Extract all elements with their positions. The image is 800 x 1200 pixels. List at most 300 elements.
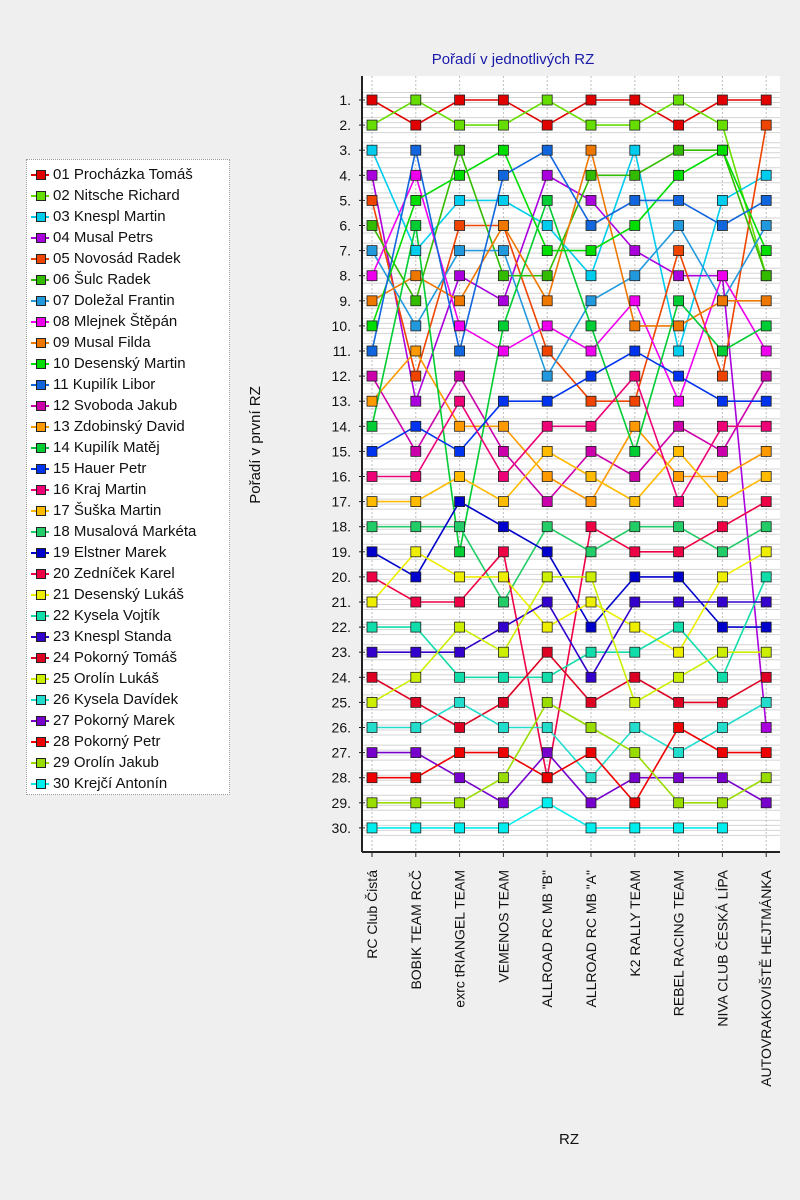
legend-swatch	[31, 294, 49, 308]
data-point	[586, 472, 596, 482]
data-point	[498, 95, 508, 105]
legend-swatch	[31, 672, 49, 686]
data-point	[761, 271, 771, 281]
legend-swatch	[31, 651, 49, 665]
legend-label: 15 Hauer Petr	[53, 460, 147, 477]
data-point	[761, 748, 771, 758]
data-point	[630, 246, 640, 256]
data-point	[630, 647, 640, 657]
data-point	[455, 195, 465, 205]
y-tick-label: 2.	[339, 117, 351, 134]
data-point	[367, 723, 377, 733]
data-point	[498, 622, 508, 632]
legend-swatch	[31, 252, 49, 266]
data-point	[542, 547, 552, 557]
data-point	[586, 497, 596, 507]
data-point	[630, 798, 640, 808]
data-point	[586, 572, 596, 582]
x-tick-label: ALLROAD RC MB "B"	[539, 870, 556, 1008]
x-tick-label: VEMENOS TEAM	[495, 870, 512, 983]
data-point	[717, 798, 727, 808]
data-point	[411, 120, 421, 130]
data-point	[761, 120, 771, 130]
data-point	[717, 296, 727, 306]
data-point	[717, 823, 727, 833]
data-point	[367, 221, 377, 231]
data-point	[411, 522, 421, 532]
data-point	[542, 246, 552, 256]
data-point	[455, 597, 465, 607]
data-point	[498, 221, 508, 231]
data-point	[455, 672, 465, 682]
data-point	[455, 120, 465, 130]
legend-label: 19 Elstner Marek	[53, 544, 167, 561]
data-point	[586, 170, 596, 180]
legend-item	[31, 290, 175, 311]
legend-item	[31, 164, 193, 185]
data-point	[586, 522, 596, 532]
data-point	[674, 773, 684, 783]
x-tick-label: exrc tRIANGEL TEAM	[451, 870, 468, 1008]
legend-swatch	[31, 168, 49, 182]
data-point	[761, 497, 771, 507]
y-tick-label: 23.	[331, 644, 351, 661]
legend-label: 05 Novosád Radek	[53, 250, 181, 267]
data-point	[455, 773, 465, 783]
data-point	[674, 647, 684, 657]
data-point	[717, 522, 727, 532]
legend-item	[31, 584, 184, 605]
legend-label: 12 Svoboda Jakub	[53, 397, 178, 414]
data-point	[411, 672, 421, 682]
legend-swatch	[31, 693, 49, 707]
data-point	[455, 622, 465, 632]
data-point	[630, 371, 640, 381]
data-point	[630, 321, 640, 331]
data-point	[674, 697, 684, 707]
legend-item	[31, 269, 151, 290]
x-tick-label: ALLROAD RC MB "A"	[583, 870, 599, 1008]
data-point	[411, 497, 421, 507]
y-tick-label: 26.	[331, 719, 351, 736]
data-point	[455, 170, 465, 180]
data-point	[586, 547, 596, 557]
y-tick-label: 12.	[331, 368, 351, 385]
y-tick-label: 17.	[331, 493, 351, 510]
data-point	[717, 446, 727, 456]
legend-label: 04 Musal Petrs	[53, 229, 154, 246]
data-point	[455, 396, 465, 406]
data-point	[630, 672, 640, 682]
y-tick-label: 4.	[339, 167, 351, 184]
data-point	[717, 371, 727, 381]
data-point	[542, 622, 552, 632]
legend-swatch	[31, 315, 49, 329]
legend-item	[31, 311, 177, 332]
data-point	[367, 748, 377, 758]
y-tick-label: 6.	[339, 217, 351, 234]
y-tick-labels	[332, 92, 351, 836]
data-point	[455, 246, 465, 256]
data-point	[367, 296, 377, 306]
data-point	[761, 547, 771, 557]
data-point	[411, 195, 421, 205]
data-point	[761, 672, 771, 682]
legend-item	[31, 185, 180, 206]
data-point	[674, 446, 684, 456]
legend-swatch	[31, 336, 49, 350]
data-point	[367, 446, 377, 456]
legend-swatch	[31, 735, 49, 749]
y-tick-label: 9.	[339, 292, 351, 309]
data-point	[630, 170, 640, 180]
data-point	[455, 472, 465, 482]
legend-item	[31, 647, 177, 668]
data-point	[411, 622, 421, 632]
legend-swatch	[31, 378, 49, 392]
legend-swatch	[31, 630, 49, 644]
x-tick-label: K2 RALLY TEAM	[626, 870, 643, 977]
data-point	[630, 572, 640, 582]
legend-item	[31, 500, 161, 521]
data-point	[630, 597, 640, 607]
legend-label: 01 Procházka Tomáš	[53, 166, 193, 183]
data-point	[630, 446, 640, 456]
data-point	[498, 823, 508, 833]
legend-swatch	[31, 756, 49, 770]
data-point	[542, 346, 552, 356]
data-point	[717, 95, 727, 105]
data-point	[586, 296, 596, 306]
data-point	[498, 647, 508, 657]
y-tick-label: 13.	[331, 393, 351, 410]
data-point	[761, 371, 771, 381]
data-point	[674, 748, 684, 758]
data-point	[542, 773, 552, 783]
y-tick-label: 8.	[339, 267, 351, 284]
legend-label: 17 Šuška Martin	[53, 502, 162, 519]
data-point	[411, 396, 421, 406]
y-tick-label: 11.	[332, 343, 351, 359]
legend-label: 23 Knespl Standa	[53, 628, 172, 645]
legend-item	[31, 668, 159, 689]
legend-label: 24 Pokorný Tomáš	[53, 649, 177, 666]
data-point	[542, 371, 552, 381]
data-point	[411, 221, 421, 231]
data-point	[717, 572, 727, 582]
data-point	[498, 246, 508, 256]
data-point	[630, 145, 640, 155]
data-point	[498, 472, 508, 482]
data-point	[411, 798, 421, 808]
legend-label: 03 Knespl Martin	[53, 208, 166, 225]
data-point	[542, 672, 552, 682]
data-point	[367, 321, 377, 331]
data-point	[674, 195, 684, 205]
legend-item	[31, 521, 196, 542]
data-point	[455, 547, 465, 557]
data-point	[367, 472, 377, 482]
legend-swatch	[31, 483, 49, 497]
legend-swatch	[31, 525, 49, 539]
data-point	[717, 672, 727, 682]
data-point	[761, 723, 771, 733]
data-point	[761, 346, 771, 356]
y-tick-label: 3.	[339, 142, 351, 159]
data-point	[498, 748, 508, 758]
legend-item	[31, 563, 175, 584]
data-point	[498, 346, 508, 356]
data-point	[542, 723, 552, 733]
data-point	[761, 396, 771, 406]
data-point	[717, 271, 727, 281]
y-tick-label: 16.	[331, 468, 351, 485]
x-tick-label: NIVA CLUB ČESKÁ LÍPA	[714, 870, 731, 1027]
data-point	[367, 622, 377, 632]
data-point	[761, 697, 771, 707]
legend-label: 06 Šulc Radek	[53, 271, 151, 288]
data-point	[761, 446, 771, 456]
data-point	[498, 195, 508, 205]
data-point	[630, 773, 640, 783]
data-point	[630, 296, 640, 306]
data-point	[455, 522, 465, 532]
data-point	[367, 371, 377, 381]
data-point	[586, 221, 596, 231]
data-point	[586, 421, 596, 431]
data-point	[367, 647, 377, 657]
data-point	[367, 145, 377, 155]
data-point	[674, 346, 684, 356]
data-point	[761, 195, 771, 205]
data-point	[367, 522, 377, 532]
data-point	[411, 421, 421, 431]
legend-label: 20 Zedníček Karel	[53, 565, 175, 582]
data-point	[674, 396, 684, 406]
data-point	[498, 145, 508, 155]
legend-label: 09 Musal Filda	[53, 334, 151, 351]
legend-item	[31, 710, 175, 731]
data-point	[717, 723, 727, 733]
data-point	[586, 396, 596, 406]
data-point	[542, 195, 552, 205]
legend-label: 16 Kraj Martin	[53, 481, 147, 498]
legend-label: 25 Orolín Lukáš	[53, 670, 159, 687]
legend-item	[31, 437, 160, 458]
data-point	[367, 120, 377, 130]
y-tick-label: 7.	[339, 242, 351, 259]
legend-item	[31, 689, 178, 710]
data-point	[455, 145, 465, 155]
data-point	[455, 572, 465, 582]
data-point	[674, 723, 684, 733]
data-point	[455, 371, 465, 381]
data-point	[542, 396, 552, 406]
legend-swatch	[31, 231, 49, 245]
data-point	[498, 120, 508, 130]
data-point	[542, 120, 552, 130]
data-point	[586, 195, 596, 205]
data-point	[498, 572, 508, 582]
data-point	[630, 271, 640, 281]
data-point	[674, 120, 684, 130]
data-point	[630, 547, 640, 557]
legend-label: 26 Kysela Davídek	[53, 691, 179, 708]
data-point	[542, 572, 552, 582]
data-point	[586, 597, 596, 607]
legend-label: 13 Zdobinský David	[53, 418, 185, 435]
legend-item	[31, 353, 186, 374]
legend-label: 10 Desenský Martin	[53, 355, 186, 372]
data-point	[717, 221, 727, 231]
y-tick-label: 29.	[331, 794, 351, 811]
chart-title: Pořadí v jednotlivých RZ	[431, 51, 595, 68]
data-point	[674, 572, 684, 582]
legend-label: 11 Kupilík Libor	[53, 376, 156, 393]
data-point	[674, 95, 684, 105]
data-point	[498, 396, 508, 406]
data-point	[411, 547, 421, 557]
data-point	[586, 798, 596, 808]
data-point	[674, 321, 684, 331]
data-point	[761, 296, 771, 306]
data-point	[630, 120, 640, 130]
data-point	[455, 271, 465, 281]
data-point	[411, 748, 421, 758]
data-point	[542, 446, 552, 456]
legend-label: 28 Pokorný Petr	[53, 733, 161, 750]
data-point	[630, 622, 640, 632]
data-point	[761, 622, 771, 632]
data-point	[630, 472, 640, 482]
data-point	[674, 522, 684, 532]
y-tick-label: 24.	[331, 669, 351, 686]
data-point	[717, 622, 727, 632]
data-point	[411, 95, 421, 105]
data-point	[542, 497, 552, 507]
data-point	[542, 321, 552, 331]
legend-item	[31, 752, 159, 773]
data-point	[367, 396, 377, 406]
data-point	[674, 497, 684, 507]
data-point	[498, 798, 508, 808]
data-point	[761, 798, 771, 808]
data-point	[498, 597, 508, 607]
legend	[26, 159, 230, 795]
data-point	[411, 597, 421, 607]
data-point	[674, 145, 684, 155]
legend-swatch	[31, 189, 49, 203]
data-point	[630, 346, 640, 356]
data-point	[761, 246, 771, 256]
data-point	[367, 246, 377, 256]
data-point	[411, 773, 421, 783]
legend-item	[31, 206, 166, 227]
data-point	[367, 271, 377, 281]
data-point	[542, 296, 552, 306]
data-point	[586, 672, 596, 682]
data-point	[455, 321, 465, 331]
legend-swatch	[31, 588, 49, 602]
data-point	[674, 472, 684, 482]
legend-item	[31, 773, 167, 794]
data-point	[411, 145, 421, 155]
x-tick-label: AUTOVRAKOVIŠTĚ HEJTMÁNKA	[758, 870, 775, 1087]
data-point	[367, 773, 377, 783]
data-point	[411, 371, 421, 381]
data-point	[367, 697, 377, 707]
data-point	[455, 421, 465, 431]
legend-swatch	[31, 567, 49, 581]
data-point	[761, 572, 771, 582]
data-point	[586, 697, 596, 707]
data-point	[367, 421, 377, 431]
data-point	[367, 170, 377, 180]
data-point	[761, 95, 771, 105]
legend-item	[31, 542, 166, 563]
data-point	[586, 823, 596, 833]
x-tick-labels	[364, 869, 774, 1086]
data-point	[455, 697, 465, 707]
data-point	[586, 346, 596, 356]
data-point	[586, 120, 596, 130]
y-tick-label: 5.	[339, 192, 351, 209]
data-point	[586, 748, 596, 758]
legend-label: 18 Musalová Markéta	[53, 523, 197, 540]
legend-swatch	[31, 210, 49, 224]
data-point	[586, 145, 596, 155]
data-point	[411, 321, 421, 331]
data-point	[586, 723, 596, 733]
data-point	[674, 371, 684, 381]
legend-item	[31, 374, 155, 395]
data-point	[542, 697, 552, 707]
data-point	[542, 647, 552, 657]
data-point	[717, 647, 727, 657]
data-point	[674, 221, 684, 231]
data-point	[674, 547, 684, 557]
y-tick-label: 27.	[331, 744, 351, 761]
data-point	[411, 823, 421, 833]
x-tick-label: RC Club Čistá	[364, 870, 380, 959]
data-point	[542, 145, 552, 155]
legend-swatch	[31, 273, 49, 287]
data-point	[630, 195, 640, 205]
data-point	[630, 497, 640, 507]
data-point	[717, 748, 727, 758]
data-point	[674, 421, 684, 431]
legend-swatch	[31, 504, 49, 518]
legend-item	[31, 248, 181, 269]
data-point	[367, 497, 377, 507]
data-point	[717, 697, 727, 707]
data-point	[367, 597, 377, 607]
data-point	[630, 823, 640, 833]
data-point	[630, 697, 640, 707]
data-point	[411, 697, 421, 707]
y-tick-label: 21.	[331, 594, 351, 610]
data-point	[761, 522, 771, 532]
data-point	[498, 672, 508, 682]
data-point	[411, 170, 421, 180]
data-point	[586, 271, 596, 281]
data-point	[455, 823, 465, 833]
data-point	[761, 221, 771, 231]
y-tick-label: 22.	[331, 619, 351, 636]
legend-item	[31, 731, 161, 752]
legend-item	[31, 332, 151, 353]
y-tick-label: 1.	[339, 92, 351, 108]
